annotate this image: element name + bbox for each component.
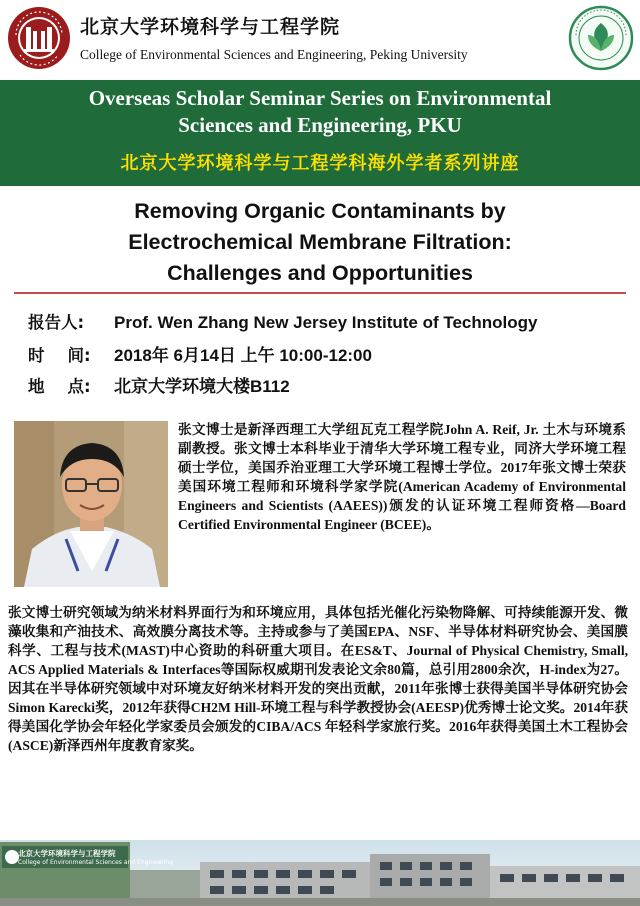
talk-title-line2: Electrochemical Membrane Filtration: [128, 230, 512, 254]
college-emblem-icon [568, 5, 634, 71]
header [0, 0, 640, 78]
speaker-label: 报告人: [28, 313, 85, 332]
footer-sign-cn: 北京大学环境科学与工程学院 [18, 849, 116, 858]
talk-title-line3: Challenges and Opportunities [167, 261, 473, 285]
bio-paragraph-1: 张文博士是新泽西理工大学纽瓦克工程学院John A. Reif, Jr. 土木与环境系副教授。张文博士本科毕业于清华大学环境工程专业，同济大学环境工程硕士学位，美国乔治亚理工大学环境工程博士学位。2017年张文博士荣获美国环境工程师和环境科学家学院(American Academy of Environmental Engineers and Scientists (AAEES))颁发的认证环境工程师资格—Board Certified Environmental Engineer (BCEE)。 [178, 422, 626, 532]
series-title-cn: 北京大学环境科学与工程学科海外学者系列讲座 [120, 153, 520, 174]
place-value: 北京大学环境大楼B112 [114, 377, 290, 396]
college-building-photo [0, 840, 640, 906]
place-label: 地 点: [28, 377, 91, 396]
college-name-en: College of Environmental Sciences and Engineering, Peking University [80, 47, 468, 62]
speaker-photo [14, 421, 168, 587]
speaker-portrait-icon [14, 421, 168, 587]
seminar-series-banner [0, 80, 640, 186]
place-row [28, 372, 290, 397]
speaker-row [28, 309, 537, 333]
speaker-value: Prof. Wen Zhang New Jersey Institute of Technology [114, 313, 538, 332]
time-value: 2018年 6月14日 上午 10:00-12:00 [114, 346, 372, 365]
peking-university-seal-icon [6, 5, 72, 71]
talk-title [0, 196, 640, 289]
time-label: 时 间: [28, 346, 91, 365]
time-row [28, 341, 372, 366]
college-name-cn: 北京大学环境科学与工程学院 [80, 16, 341, 38]
divider [14, 292, 626, 294]
series-title-en-line2: Sciences and Engineering, PKU [178, 113, 462, 137]
bio-paragraph-2: 张文博士研究领域为纳米材料界面行为和环境应用，具体包括光催化污染物降解、可持续能源开发、微藻收集和产油技术、高效膜分离技术等。主持或参与了美国EPA、NSF、半导体材料研究协会、美国膜科学、工程与技术(MAST)中心资助的科研重大项目。在ES&T、Journal of Physical Chemistry, Small, ACS Applied Materials & Interfaces等国际权威期刊发表论文余80篇，总引用2800余次，H-index为27。因其在半导体研究领域中对环境友好纳米材料开发的突出贡献，2011年张博士获得美国半导体研究协会Simon Karecki奖，2012年获得CH2M Hill-环境工程与科学教授协会(AEESP)优秀博士论文奖。2014年获得美国化学协会年轻化学家委员会颁发的CIBA/ACS 年轻科学家旅行奖。2016年获得美国土木工程协会(ASCE)新泽西州年度教育家奖。 [8, 605, 628, 753]
talk-title-line1: Removing Organic Contaminants by [134, 199, 506, 223]
footer-sign-en: College of Environmental Sciences and Engineering [18, 859, 174, 866]
series-title-en [0, 80, 640, 139]
series-title-en-line1: Overseas Scholar Seminar Series on Environmental [88, 86, 552, 110]
